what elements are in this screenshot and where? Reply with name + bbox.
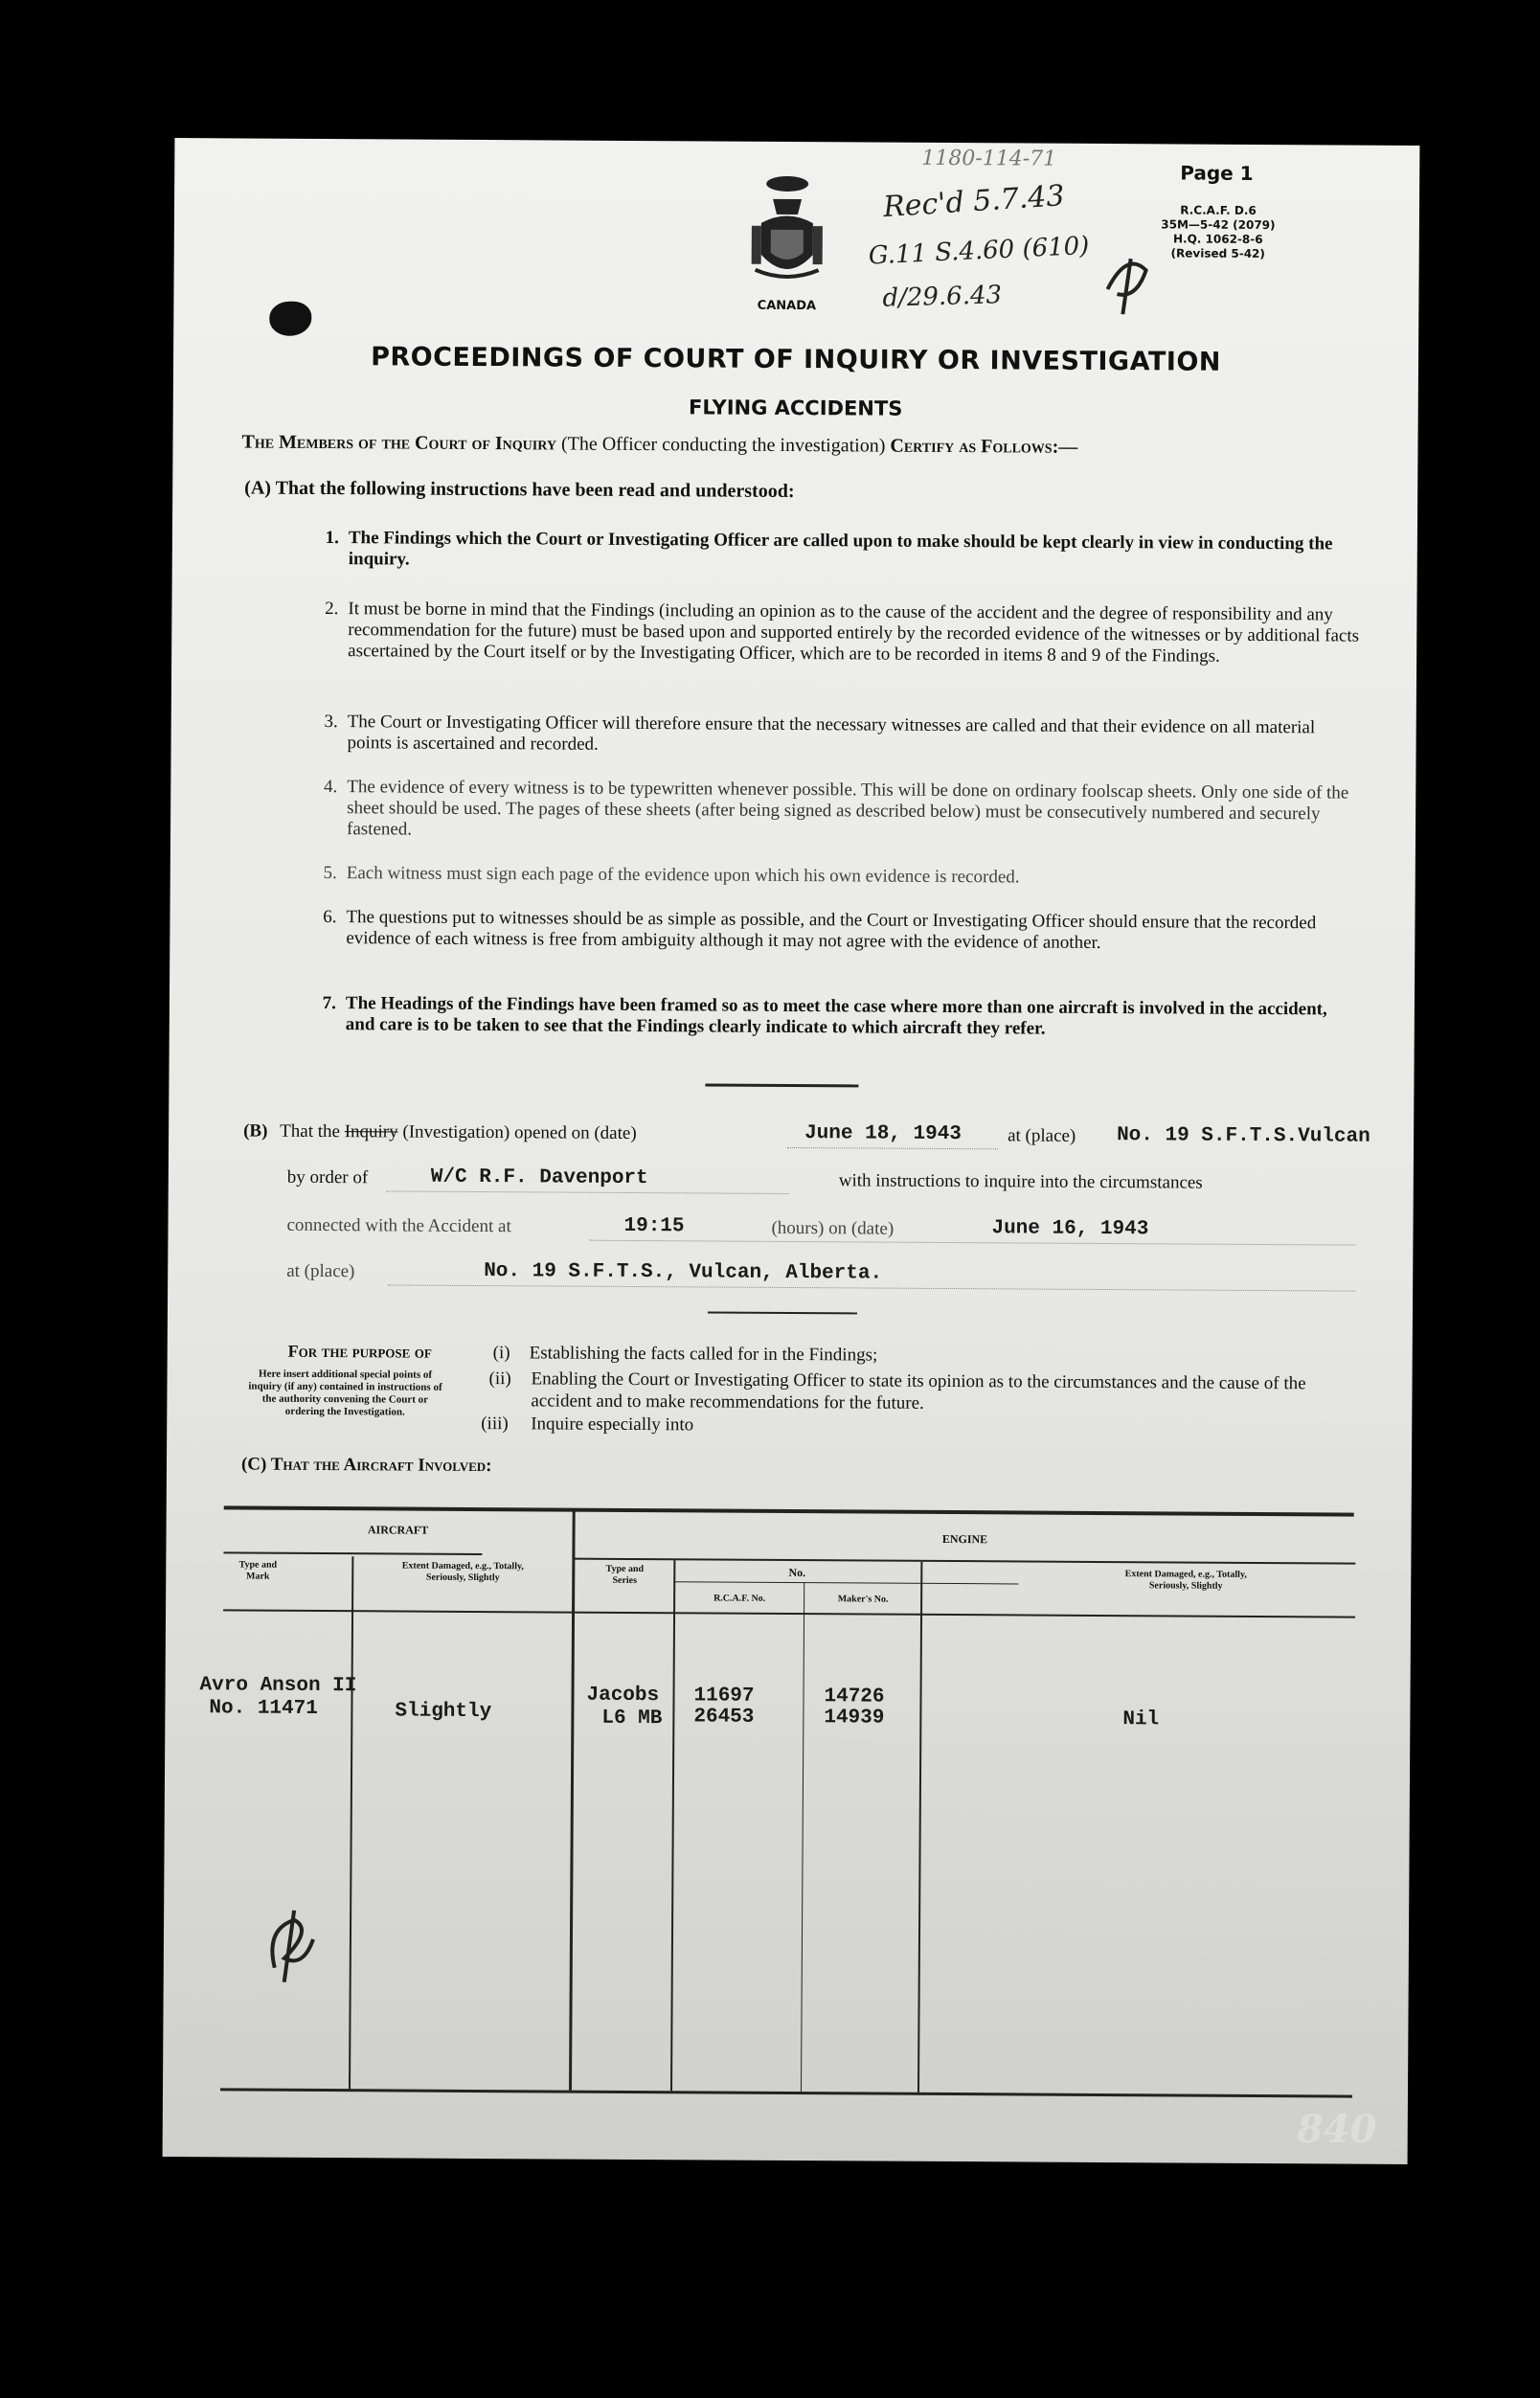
aircraft-header: AIRCRAFT: [367, 1523, 429, 1537]
makers-no-1: 14726: [824, 1685, 885, 1708]
section-c-heading: (C) That the Aircraft Involved:: [240, 1454, 492, 1477]
instruction-item-5: 5. Each witness must sign each page of the evidence upon which his own evidence is recorded.: [323, 863, 1020, 888]
table-col-line: [349, 1556, 353, 2089]
at-place-label: at (place): [1008, 1125, 1076, 1146]
certify-line: The Members of the Court of Inquiry (The Officer conducting the investigation) Certify as Follows:—: [241, 431, 1078, 458]
document-subtitle: FLYING ACCIDENTS: [689, 396, 903, 420]
hours-label: (hours) on (date): [771, 1217, 895, 1239]
col-rcaf-no: R.C.A.F. No.: [713, 1593, 766, 1604]
divider-rule-2: [708, 1311, 857, 1314]
col-extent-engine: Extent Damaged, e.g., Totally, Seriously, Slightly: [1124, 1569, 1247, 1592]
table-col-line: [917, 1562, 922, 2093]
purpose-lead: For the purpose of: [287, 1341, 432, 1362]
col-type-mark: Type and Mark: [238, 1559, 278, 1582]
handwritten-file-ref: G.11 S.4.60 (610): [868, 231, 1091, 271]
col-no: No.: [788, 1565, 806, 1580]
document-page: [163, 138, 1420, 2164]
instruction-item-2: 2. It must be borne in mind that the Findings (including an opinion as to the cause of the accident and the degree of responsibility and any recommendation for the future) must be based upon and supported entirely by the recorded evidence of the witnesses or by additional facts ascertained by the Court itself or by the Investigating Officer, which are to be recorded in items 8 and 9 of the Findings.: [325, 599, 1360, 667]
accident-line: [589, 1240, 1355, 1246]
document-title: PROCEEDINGS OF COURT OF INQUIRY OR INVESTIGATION: [371, 342, 1222, 377]
engine-header: ENGINE: [941, 1531, 988, 1547]
table-rule: [673, 1581, 1018, 1584]
opened-place-value: No. 19 S.F.T.S.Vulcan: [1117, 1124, 1370, 1148]
table-col-line: [670, 1560, 675, 2091]
instruction-item-1: 1. The Findings which the Court or Investigating Officer are called upon to make should be kept clearly in view in conducting the inquiry.: [325, 528, 1333, 570]
ordered-by-value: W/C R.F. Davenport: [430, 1165, 648, 1190]
handwritten-initial-mark: [1098, 251, 1155, 323]
table-rule: [223, 1551, 482, 1555]
form-reference: R.C.A.F. D.6 35M—5-42 (2079) H.Q. 1062-8-6 (Revised 5-42): [1161, 203, 1276, 261]
table-top-rule: [224, 1505, 1354, 1516]
instruction-item-4: 4. The evidence of every witness is to be typewritten whenever possible. This will be done on ordinary foolscap sheets. Only one side of the sheet should be used. The pages of these sheets (after being signed as described below) must be consecutively numbered and securely fastened.: [324, 777, 1349, 840]
instruction-item-6: 6. The questions put to witnesses should be as simple as possible, and the Court or Investigating Officer should ensure that the recorded evidence of each witness is free from ambiguity although it may not agree with the evidence of another.: [323, 907, 1317, 953]
handwritten-received: Rec'd 5.7.43: [882, 179, 1066, 225]
divider-rule-1: [705, 1083, 858, 1087]
purpose-point-2: (ii) Enabling the Court or Investigating Officer to state its opinion as to the circumstances and the cause of the accident and to make recommendations for the future.: [488, 1369, 1306, 1414]
section-b-line-1: (B) That the Inquiry (Investigation) opened on (date): [243, 1120, 637, 1144]
instructions-text: with instructions to inquire into the circumstances: [838, 1170, 1203, 1193]
accident-place-line: [388, 1284, 1355, 1291]
ink-blot: [269, 302, 311, 336]
rcaf-no-2: 26453: [693, 1706, 755, 1729]
page-label: Page 1: [1180, 161, 1254, 185]
engine-type-line2: L6 MB: [601, 1707, 663, 1731]
table-rule: [574, 1558, 1355, 1565]
accident-date-value: June 16, 1943: [991, 1217, 1149, 1241]
table-col-line: [801, 1582, 804, 2092]
table-header-bottom-rule: [223, 1609, 1355, 1618]
aircraft-type-line2: No. 11471: [209, 1697, 318, 1720]
emblem-caption: CANADA: [757, 298, 817, 314]
handwritten-date: d/29.6.43: [882, 281, 1003, 313]
col-extent-aircraft: Extent Damaged, e.g., Totally, Seriously, Slightly: [401, 1560, 524, 1584]
engine-damage: Nil: [1122, 1708, 1160, 1731]
instruction-item-7: 7. The Headings of the Findings have been framed so as to meet the case where more than one aircraft is involved in the accident, and care is to be taken to see that the Findings clearly indicate to which aircraft they refer.: [322, 993, 1327, 1039]
purpose-point-1: (i) Establishing the facts called for in the Findings;: [492, 1343, 878, 1366]
opened-date-value: June 18, 1943: [804, 1122, 962, 1146]
by-order-label: by order of: [286, 1166, 369, 1188]
accident-place-value: No. 19 S.F.T.S., Vulcan, Alberta.: [484, 1260, 883, 1285]
table-bottom-rule: [220, 2088, 1352, 2097]
connected-label: connected with the Accident at: [286, 1214, 511, 1237]
ordered-by-line: [387, 1190, 789, 1194]
col-makers-no: Maker's No.: [837, 1594, 889, 1605]
table-col-line: [569, 1510, 576, 2091]
accident-time-value: 19:15: [623, 1214, 685, 1238]
aircraft-type-line1: Avro Anson II: [199, 1674, 357, 1698]
corner-mark: 840: [1297, 2107, 1377, 2152]
rcaf-no-1: 11697: [693, 1685, 755, 1708]
place-label: at (place): [286, 1260, 355, 1282]
instruction-item-3: 3. The Court or Investigating Officer will therefore ensure that the necessary witnesses are called and that their evidence on all material points is ascertained and recorded.: [324, 712, 1316, 755]
aircraft-damage: Slightly: [395, 1700, 492, 1724]
col-type-series: Type and Series: [605, 1563, 645, 1587]
engine-type-line1: Jacobs: [586, 1684, 660, 1708]
purpose-point-3: (iii) Inquire especially into: [481, 1414, 694, 1436]
makers-no-2: 14939: [824, 1707, 885, 1730]
opened-date-line: [787, 1147, 998, 1149]
purpose-side-note: Here insert additional special points of inquiry (if any) contained in instructions of the authority convening the Court or ordering the Investigation.: [248, 1368, 442, 1418]
archive-note: 1180-114-71: [921, 146, 1057, 171]
section-a-heading: (A) That the following instructions have been read and understood:: [244, 477, 795, 503]
handwritten-signature-mark: [256, 1901, 324, 1992]
